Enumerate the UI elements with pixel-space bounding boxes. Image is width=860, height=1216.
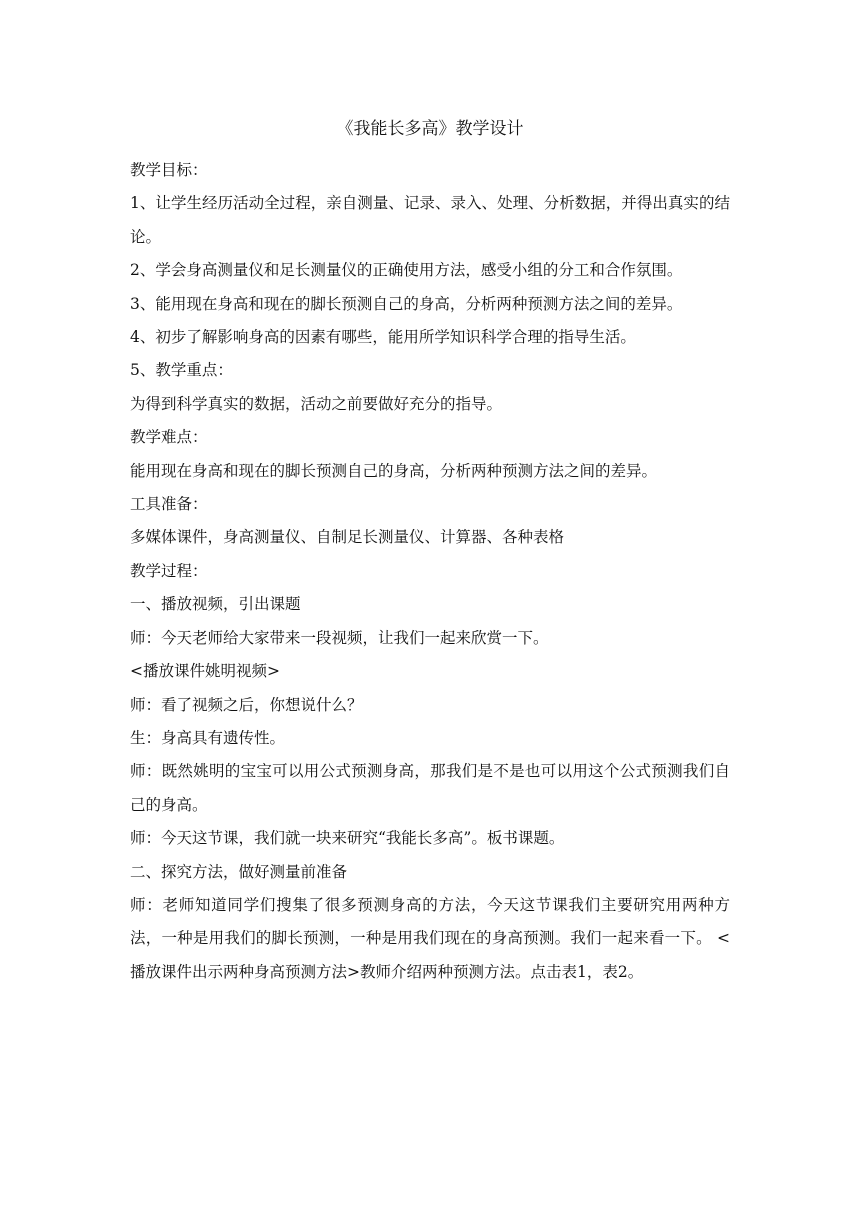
paragraph: 为得到科学真实的数据，活动之前要做好充分的指导。 [130, 394, 503, 413]
paragraph: 2、学会身高测量仪和足长测量仪的正确使用方法，感受小组的分工和合作氛围。 [130, 261, 683, 280]
paragraph: 师：老师知道同学们搜集了很多预测身高的方法，今天这节课我们主要研究用两种方法，一种是用我们的脚长预测，一种是用我们现在的身高预测。我们一起来看一下。 <播放课件出示两种身高预测方法>教师介绍两种预测方法。点击表1，表2。 [130, 895, 730, 981]
paragraph: 3、能用现在身高和现在的脚长预测自己的身高，分析两种预测方法之间的差异。 [130, 294, 683, 313]
paragraph: 教学目标： [130, 161, 208, 179]
paragraph: 4、初步了解影响身高的因素有哪些，能用所学知识科学合理的指导生活。 [130, 328, 636, 347]
paragraph: 工具准备： [130, 495, 208, 514]
paragraph: <播放课件姚明视频> [130, 662, 280, 681]
paragraph: 师：看了视频之后，你想说什么？ [130, 695, 363, 714]
paragraph: 能用现在身高和现在的脚长预测自己的身高，分析两种预测方法之间的差异。 [130, 461, 658, 480]
paragraph: 二、探究方法，做好测量前准备 [130, 862, 348, 881]
paragraph: 师：既然姚明的宝宝可以用公式预测身高，那我们是不是也可以用这个公式预测我们自己的身高。 [130, 762, 730, 814]
paragraph: 多媒体课件，身高测量仪、自制足长测量仪、计算器、各种表格 [130, 528, 565, 547]
paragraph: 生：身高具有遗传性。 [130, 728, 286, 747]
paragraph: 教学过程： [130, 561, 208, 580]
paragraph: 一、播放视频，引出课题 [130, 595, 301, 614]
paragraph: 5、教学重点： [130, 361, 233, 380]
document-body [130, 116, 730, 989]
paragraph: 师：今天这节课，我们就一块来研究“我能长多高”。板书课题。 [130, 829, 565, 848]
document-title: 《我能长多高》教学设计 [336, 119, 524, 139]
paragraph: 1、让学生经历活动全过程，亲自测量、记录、录入、处理、分析数据，并得出真实的结论。 [130, 194, 730, 246]
paragraph: 师：今天老师给大家带来一段视频，让我们一起来欣赏一下。 [130, 628, 549, 647]
paragraph: 教学难点： [130, 428, 208, 447]
